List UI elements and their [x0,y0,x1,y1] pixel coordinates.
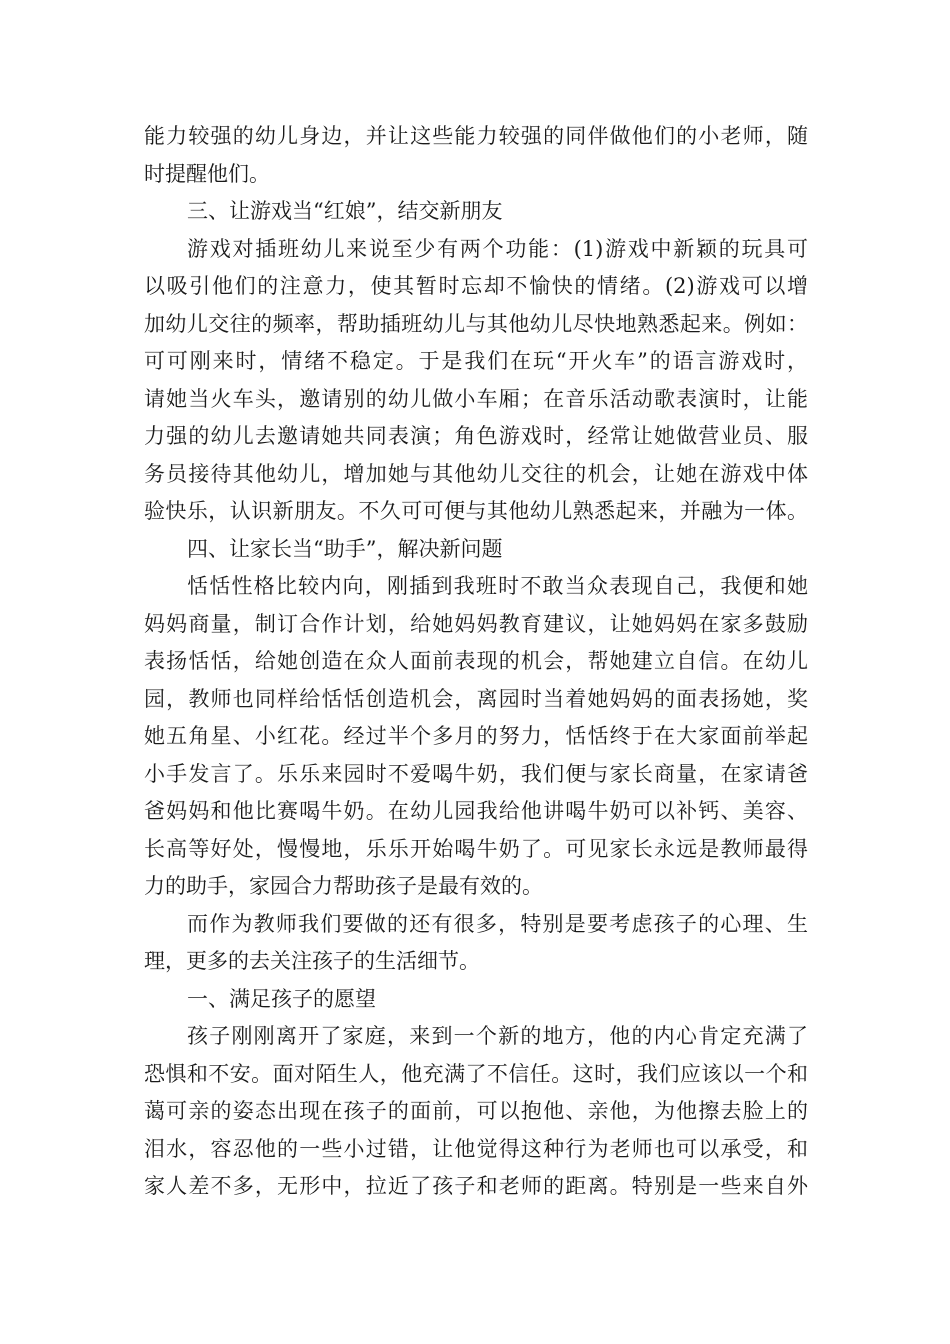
text-line: 表扬恬恬，给她创造在众人面前表现的机会，帮她建立自信。在幼儿 [144,649,808,673]
text-line: 家人差不多，无形中，拉近了孩子和老师的距离。特别是一些来自外 [144,1174,808,1198]
text-line: 孩子刚刚离开了家庭，来到一个新的地方，他的内心肯定充满了 [187,1024,808,1048]
text-line: 务员接待其他幼儿，增加她与其他幼儿交往的机会，让她在游戏中体 [144,462,808,486]
text-line: 可可刚来时，情绪不稳定。于是我们在玩“开火车”的语言游戏时， [144,349,808,373]
text-line: 泪水，容忍他的一些小过错，让他觉得这种行为老师也可以承受，和 [144,1137,808,1161]
text-line: 力强的幼儿去邀请她共同表演；角色游戏时，经常让她做营业员、服 [144,424,808,448]
text-line: 理，更多的去关注孩子的生活细节。 [144,949,480,973]
text-line: 以吸引他们的注意力，使其暂时忘却不愉快的情绪。(2)游戏可以增 [144,274,808,298]
section-heading: 三、让游戏当“红娘”，结交新朋友 [187,199,503,223]
text-line: 恬恬性格比较内向，刚插到我班时不敢当众表现自己，我便和她 [187,574,808,598]
section-heading: 一、满足孩子的愿望 [187,987,376,1011]
text-line: 时提醒他们。 [144,162,270,186]
text-line: 爸妈妈和他比赛喝牛奶。在幼儿园我给他讲喝牛奶可以补钙、美容、 [144,799,808,823]
text-line: 恐惧和不安。面对陌生人，他充满了不信任。这时，我们应该以一个和 [144,1062,808,1086]
text-line: 验快乐，认识新朋友。不久可可便与其他幼儿熟悉起来，并融为一体。 [144,499,808,523]
text-line: 妈妈商量，制订合作计划，给她妈妈教育建议，让她妈妈在家多鼓励 [144,612,808,636]
text-line: 力的助手，家园合力帮助孩子是最有效的。 [144,874,543,898]
text-line: 加幼儿交往的频率，帮助插班幼儿与其他幼儿尽快地熟悉起来。例如： [144,312,808,336]
text-line: 蔼可亲的姿态出现在孩子的面前，可以抱他、亲他，为他擦去脸上的 [144,1099,808,1123]
text-line: 园，教师也同样给恬恬创造机会，离园时当着她妈妈的面表扬她，奖 [144,687,808,711]
text-line: 小手发言了。乐乐来园时不爱喝牛奶，我们便与家长商量，在家请爸 [144,762,808,786]
text-line: 能力较强的幼儿身边，并让这些能力较强的同伴做他们的小老师，随 [144,124,808,148]
text-line: 游戏对插班幼儿来说至少有两个功能：(1)游戏中新颖的玩具可 [187,237,808,261]
section-heading: 四、让家长当“助手”，解决新问题 [187,537,503,561]
text-line: 请她当火车头，邀请别的幼儿做小车厢；在音乐活动歌表演时，让能 [144,387,808,411]
text-line: 长高等好处，慢慢地，乐乐开始喝牛奶了。可见家长永远是教师最得 [144,837,808,861]
text-line: 她五角星、小红花。经过半个多月的努力，恬恬终于在大家面前举起 [144,724,808,748]
text-line: 而作为教师我们要做的还有很多，特别是要考虑孩子的心理、生 [187,912,808,936]
